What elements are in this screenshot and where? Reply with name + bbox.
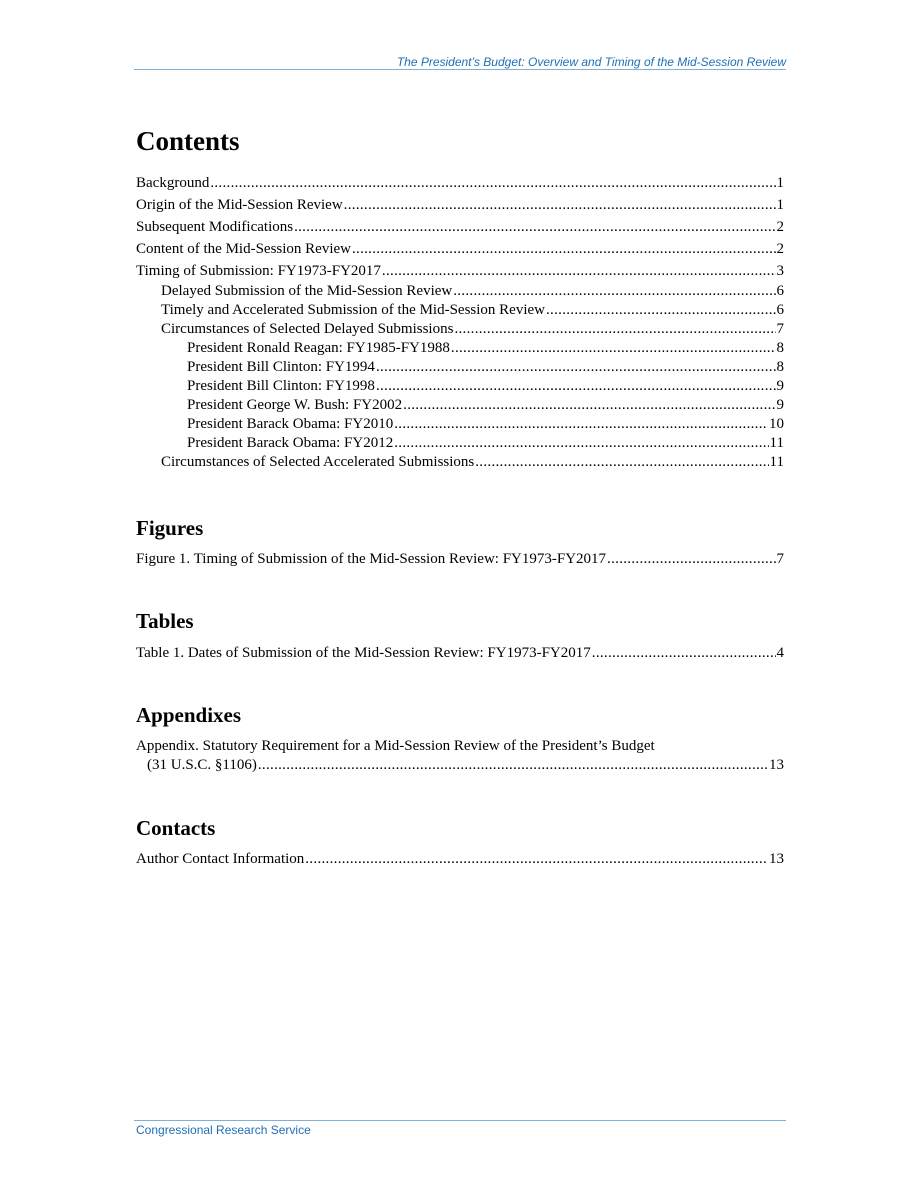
toc-entry[interactable]	[136, 194, 784, 216]
appendixes-list	[136, 737, 784, 775]
toc-entry-page: 9	[776, 397, 784, 413]
contents-list	[136, 172, 784, 472]
toc-entry-title: Author Contact Information	[136, 851, 305, 867]
header-rule	[134, 69, 786, 70]
dot-leader	[454, 320, 775, 339]
toc-entry-title: Table 1. Dates of Submission of the Mid-Session Review: FY1973-FY2017	[136, 645, 591, 661]
toc-entry[interactable]	[136, 216, 784, 238]
dot-leader	[546, 301, 776, 320]
toc-entry-page: 7	[776, 321, 784, 337]
toc-entry-page: 6	[776, 283, 784, 299]
dot-leader	[258, 756, 768, 775]
toc-entry[interactable]	[136, 301, 784, 320]
toc-entry-page: 13	[769, 851, 784, 867]
contacts-heading: Contacts	[136, 816, 216, 840]
toc-entry-page: 8	[776, 359, 784, 375]
toc-entry[interactable]	[136, 260, 784, 282]
toc-entry[interactable]	[136, 642, 784, 664]
tables-list	[136, 642, 784, 664]
toc-entry[interactable]	[136, 358, 784, 377]
toc-entry[interactable]	[136, 453, 784, 472]
toc-entry-title: Delayed Submission of the Mid-Session Review	[161, 283, 453, 299]
toc-entry-title: President Bill Clinton: FY1994	[187, 359, 375, 375]
footer-rule	[134, 1120, 786, 1121]
dot-leader	[403, 396, 775, 415]
dot-leader	[394, 415, 768, 434]
figures-list	[136, 548, 784, 570]
toc-entry-appendix-line1[interactable]	[136, 737, 784, 756]
toc-entry-title: Timing of Submission: FY1973-FY2017	[136, 263, 381, 279]
dot-leader	[305, 848, 768, 870]
contents-heading: Contents	[136, 126, 240, 156]
toc-entry-page: 1	[776, 197, 784, 213]
toc-entry-appendix-line2[interactable]	[136, 756, 784, 775]
toc-entry-title: Subsequent Modifications	[136, 219, 294, 235]
toc-entry-page: 7	[776, 551, 784, 567]
dot-leader	[607, 548, 775, 570]
toc-entry-page: 1	[776, 175, 784, 191]
contacts-list	[136, 848, 784, 870]
toc-entry-title: Circumstances of Selected Delayed Submissions	[161, 321, 454, 337]
toc-entry[interactable]	[136, 396, 784, 415]
footer-text: Congressional Research Service	[136, 1123, 311, 1137]
toc-entry-page: 10	[769, 416, 784, 432]
dot-leader	[344, 194, 776, 216]
dot-leader	[376, 358, 776, 377]
toc-entry[interactable]	[136, 377, 784, 396]
toc-entry[interactable]	[136, 415, 784, 434]
dot-leader	[451, 339, 776, 358]
toc-entry[interactable]	[136, 548, 784, 570]
toc-entry-title: President Barack Obama: FY2010	[187, 416, 394, 432]
tables-heading: Tables	[136, 609, 194, 633]
dot-leader	[352, 238, 776, 260]
toc-entry[interactable]	[136, 172, 784, 194]
toc-entry-title: President Ronald Reagan: FY1985-FY1988	[187, 340, 450, 356]
dot-leader	[453, 282, 775, 301]
toc-entry-title: President Barack Obama: FY2012	[187, 435, 394, 451]
dot-leader	[382, 260, 776, 282]
toc-entry[interactable]	[136, 320, 784, 339]
toc-entry-page: 13	[769, 757, 784, 773]
toc-entry[interactable]	[136, 339, 784, 358]
toc-entry[interactable]	[136, 848, 784, 870]
toc-entry-page: 9	[776, 378, 784, 394]
toc-entry-title: Appendix. Statutory Requirement for a Mid-Session Review of the President’s Budget	[136, 738, 655, 754]
toc-entry-page: 11	[769, 454, 784, 470]
toc-entry-title: Timely and Accelerated Submission of the Mid-Session Review	[161, 302, 545, 318]
running-header: The President’s Budget: Overview and Timing of the Mid-Session Review	[396, 55, 786, 69]
toc-entry[interactable]	[136, 238, 784, 260]
toc-entry-title: President Bill Clinton: FY1998	[187, 378, 375, 394]
toc-entry-page: 4	[776, 645, 784, 661]
toc-entry-title: Origin of the Mid-Session Review	[136, 197, 343, 213]
toc-entry-page: 2	[776, 219, 784, 235]
dot-leader	[475, 453, 768, 472]
dot-leader	[210, 172, 775, 194]
toc-entry-page: 11	[769, 435, 784, 451]
toc-entry[interactable]	[136, 434, 784, 453]
toc-entry-title: (31 U.S.C. §1106)	[147, 757, 257, 773]
toc-entry[interactable]	[136, 282, 784, 301]
dot-leader	[294, 216, 775, 238]
toc-entry-page: 3	[776, 263, 784, 279]
dot-leader	[376, 377, 776, 396]
dot-leader	[592, 642, 776, 664]
toc-entry-page: 2	[776, 241, 784, 257]
toc-entry-title: Content of the Mid-Session Review	[136, 241, 351, 257]
toc-entry-title: Circumstances of Selected Accelerated Submissions	[161, 454, 475, 470]
toc-entry-title: President George W. Bush: FY2002	[187, 397, 403, 413]
figures-heading: Figures	[136, 516, 204, 540]
toc-entry-title: Figure 1. Timing of Submission of the Mid-Session Review: FY1973-FY2017	[136, 551, 607, 567]
appendixes-heading: Appendixes	[136, 703, 242, 727]
toc-entry-title: Background	[136, 175, 210, 191]
toc-entry-page: 6	[776, 302, 784, 318]
dot-leader	[394, 434, 768, 453]
toc-entry-page: 8	[776, 340, 784, 356]
